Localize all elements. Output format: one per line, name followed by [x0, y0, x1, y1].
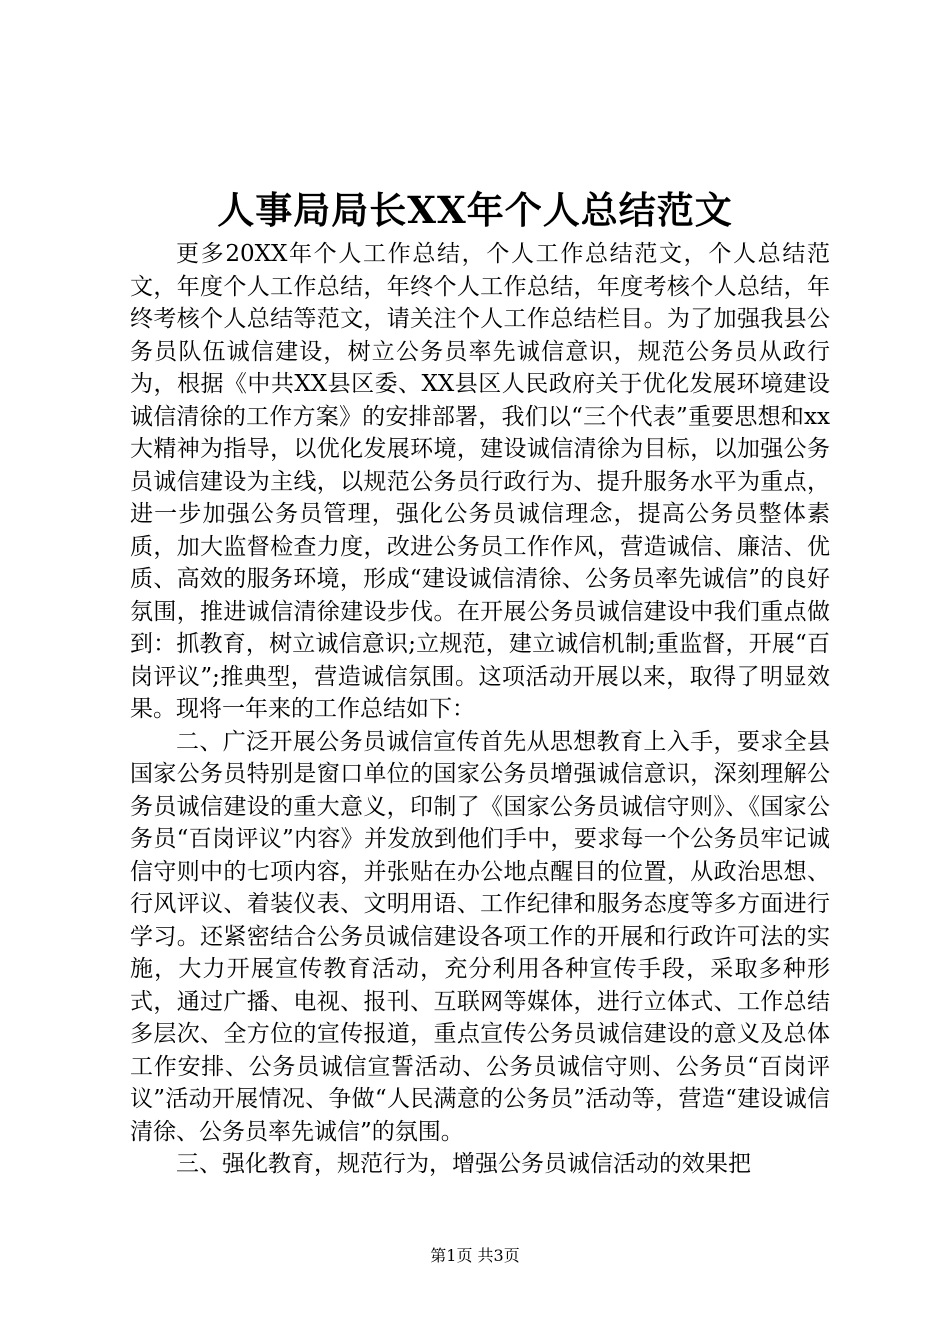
- document-title: 人事局局长XX年个人总结范文: [217, 188, 733, 232]
- document-body: [130, 238, 830, 1181]
- paragraph-section-3: 三、强化教育，规范行为，增强公务员诚信活动的效果把: [176, 1151, 751, 1177]
- paragraph-section-2: 二、广泛开展公务员诚信宣传首先从思想教育上入手，要求全县国家公务员特别是窗口单位的国家公务员增强诚信意识，深刻理解公务员诚信建设的重大意义，印制了《国家公务员诚信守则》、《国家公务员“百岗评议”内容》并发放到他们手中，要求每一个公务员牢记诚信守则中的七项内容，并张贴在办公地点醒目的位置，从政治思想、行风评议、着装仪表、文明用语、工作纪律和服务态度等多方面进行学习。还紧密结合公务员诚信建设各项工作的开展和行政许可法的实施，大力开展宣传教育活动，充分利用各种宣传手段，采取多种形式，通过广播、电视、报刊、互联网等媒体，进行立体式、工作总结多层次、全方位的宣传报道，重点宣传公务员诚信建设的意义及总体工作安排、公务员诚信宣誓活动、公务员诚信守则、公务员“百岗评议”活动开展情况、争做“人民满意的公务员”活动等，营造“建设诚信清徐、公务员率先诚信”的氛围。: [130, 728, 830, 1145]
- paragraph-intro: 更多20XX年个人工作总结，个人工作总结范文，个人总结范文，年度个人工作总结，年终个人工作总结，年度考核个人总结，年终考核个人总结等范文，请关注个人工作总结栏目。为了加强我县公务员队伍诚信建设，树立公务员率先诚信意识，规范公务员从政行为，根据《中共XX县区委、XX县区人民政府关于优化发展环境建设诚信清徐的工作方案》的安排部署，我们以“三个代表”重要思想和xx大精神为指导，以优化发展环境，建设诚信清徐为目标，以加强公务员诚信建设为主线，以规范公务员行政行为、提升服务水平为重点，进一步加强公务员管理，强化公务员诚信理念，提高公务员整体素质，加大监督检查力度，改进公务员工作作风，营造诚信、廉洁、优质、高效的服务环境，形成“建设诚信清徐、公务员率先诚信”的良好氛围，推进诚信清徐建设步伐。在开展公务员诚信建设中我们重点做到：抓教育，树立诚信意识;立规范，建立诚信机制;重监督，开展“百岗评议”;推典型，营造诚信氛围。这项活动开展以来，取得了明显效果。现将一年来的工作总结如下：: [130, 241, 830, 722]
- page-footer: 第1页 共3页: [430, 1246, 520, 1265]
